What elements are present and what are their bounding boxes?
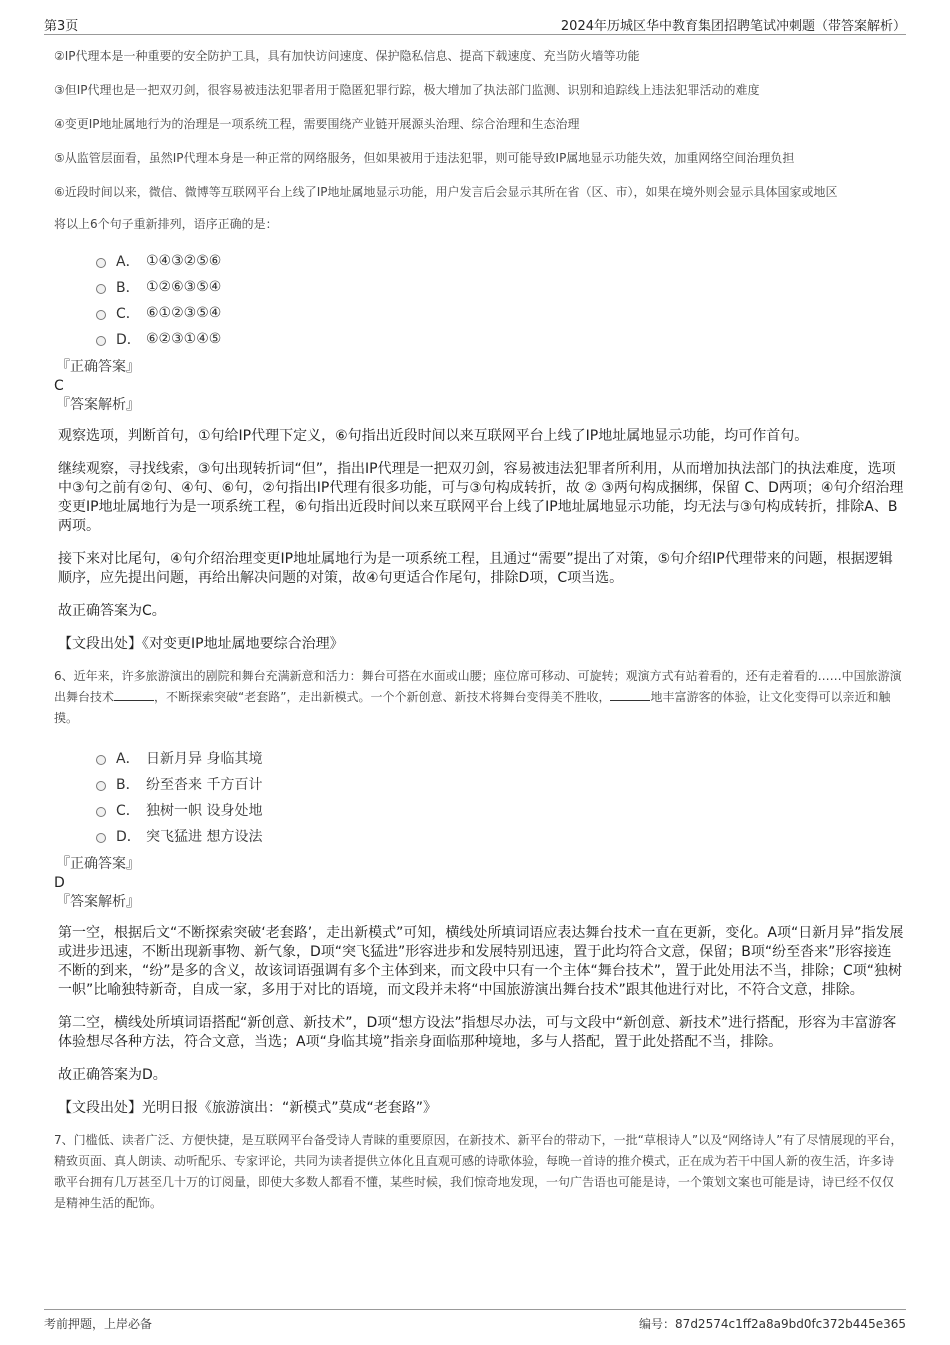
analysis-paragraph: 第一空，根据后文“不断探索突破‘老套路’，走出新模式”可知，横线处所填词语应表达舞台技术一直在更新，变化。A项“日新月异”指发展或进步迅速，不断出现新事物、新气象，D项“突飞猛进”形容进步和发展特别迅速，置于此均符合文意，保留；B项“纷至沓来”形容接连不断的到来，“纷”是多的含义，故该词语强调有多个主体到来，而文段中只有一个主体“舞台技术”，置于此处用法不当，排除；C项“独树一帜”比喻独特新奇，自成一家，多用于对比的语境，而文段并未将“中国旅游演出舞台技术”跟其他进行对比，不符合文意，排除。 xyxy=(58,925,904,998)
options-list xyxy=(54,745,904,849)
radio-icon[interactable] xyxy=(96,807,106,817)
answer-blank xyxy=(114,688,154,701)
option-text: ①②⑥③⑤④ xyxy=(146,279,222,295)
question-6 xyxy=(54,666,904,1118)
option-c[interactable] xyxy=(96,300,904,326)
option-text: ⑥①②③⑤④ xyxy=(146,305,222,321)
analysis-paragraph: 继续观察，寻找线索，③句出现转折词“但”，指出IP代理是一把双刃剑，容易被违法犯罪者所利用，从而增加执法部门的执法难度，选项中③句之前有②句、④句、⑥句，②句指出IP代理有很多功能，可与③句构成转折，故 ② ③两句构成捆绑，保留 C、D两项；④句介绍治理变更IP地址属地行为是一项系统工程，⑥句指出近段时间以来互联网平台上线了IP地址属地显示功能，均无法与③句构成转折，排除A、B两项。 xyxy=(58,461,904,534)
option-a[interactable] xyxy=(96,248,904,274)
question-stem: 7、门槛低、读者广泛、方便快捷，是互联网平台备受诗人青睐的重要原因，在新技术、新平台的带动下，一批“草根诗人”以及“网络诗人”有了尽情展现的平台，精致页面、真人朗读、动听配乐、专家评论，共同为读者提供立体化且直观可感的诗歌体验，每晚一首诗的推介模式，正在成为若干中国人新的夜生活，许多诗歌平台拥有几万甚至几十万的订阅量，即使大多数人都看不懂，某些时候，我们惊奇地发现，一句广告语也可能是诗，一个策划文案也可能是诗，诗已经不仅仅是精神生活的配饰。 xyxy=(54,1133,903,1210)
option-d[interactable] xyxy=(96,823,904,849)
option-text: 日新月异 身临其境 xyxy=(146,751,263,767)
option-text: ①④③②⑤⑥ xyxy=(146,253,222,269)
statement-6: ⑥近段时间以来，微信、微博等互联网平台上线了IP地址属地显示功能，用户发言后会显示其所在省（区、市），如果在境外则会显示具体国家或地区 xyxy=(54,185,838,199)
option-letter: D． xyxy=(116,829,141,845)
question-7 xyxy=(54,1130,904,1214)
statement-2: ②IP代理本是一种重要的安全防护工具，具有加快访问速度、保护隐私信息、提高下载速度、充当防火墙等功能 xyxy=(54,49,640,63)
option-letter: C． xyxy=(116,306,140,322)
option-letter: B． xyxy=(116,777,140,793)
analysis-paragraph: 接下来对比尾句，④句介绍治理变更IP地址属地行为是一项系统工程，且通过“需要”提出了对策，⑤句介绍IP代理带来的问题，根据逻辑顺序，应先提出问题，再给出解决问题的对策，故④句更适合作尾句，排除D项，C项当选。 xyxy=(58,551,893,586)
option-a[interactable] xyxy=(96,745,904,771)
correct-answer-label: 『正确答案』 xyxy=(56,359,140,375)
radio-icon[interactable] xyxy=(96,336,106,346)
code-label: 编号： xyxy=(639,1317,676,1331)
option-d[interactable] xyxy=(96,326,904,352)
footer-slogan: 考前押题，上岸必备 xyxy=(44,1317,153,1331)
options-list xyxy=(54,248,904,352)
option-text: 突飞猛进 想方设法 xyxy=(146,829,263,845)
option-letter: A． xyxy=(116,254,140,270)
page-header xyxy=(44,14,906,35)
stem-part: ，不断探索突破“老套路”，走出新模式。一个个新创意、新技术将舞台变得美不胜收， xyxy=(154,690,611,704)
question-5 xyxy=(54,46,904,654)
radio-icon[interactable] xyxy=(96,833,106,843)
page-number: 第3页 xyxy=(44,19,79,34)
question-prompt: 将以上6个句子重新排列，语序正确的是： xyxy=(54,217,278,231)
option-letter: B． xyxy=(116,280,140,296)
code-value: 87d2574c1ff2a8a9bd0fc372b445e365 xyxy=(675,1317,906,1331)
statement-4: ④变更IP地址属地行为的治理是一项系统工程，需要围绕产业链开展源头治理、综合治理和生态治理 xyxy=(54,117,580,131)
source-citation: 【文段出处】《对变更IP地址属地要综合治理》 xyxy=(58,636,344,652)
option-letter: C． xyxy=(116,803,140,819)
answer-blank xyxy=(610,688,650,701)
radio-icon[interactable] xyxy=(96,258,106,268)
correct-answer: C xyxy=(54,378,64,394)
option-text: ⑥②③①④⑤ xyxy=(146,331,222,347)
question-stem xyxy=(54,666,904,729)
radio-icon[interactable] xyxy=(96,781,106,791)
radio-icon[interactable] xyxy=(96,755,106,765)
option-letter: D． xyxy=(116,332,141,348)
analysis-paragraph: 第二空，横线处所填词语搭配“新创意、新技术”，D项“想方设法”指想尽办法，可与文段中“新创意、新技术”进行搭配，形容为丰富游客体验想尽各种方法，符合文意，当选；A项“身临其境”指亲身面临那种境地，多与人搭配，置于此处搭配不当，排除。 xyxy=(58,1015,897,1050)
correct-answer: D xyxy=(54,875,65,891)
analysis-conclusion: 故正确答案为D。 xyxy=(58,1067,167,1083)
correct-answer-label: 『正确答案』 xyxy=(56,856,140,872)
page-footer xyxy=(44,1309,906,1338)
radio-icon[interactable] xyxy=(96,310,106,320)
option-b[interactable] xyxy=(96,274,904,300)
document-code xyxy=(639,1315,906,1332)
stem-part: 6、近年来，许多旅游演出的剧院和舞台充满新意和活力：舞台可搭在水面或山腰；座位席可移动、可旋转；观演方式有站着看的，还有走着看的……中国旅游演出舞台技术 xyxy=(54,669,902,704)
radio-icon[interactable] xyxy=(96,284,106,294)
analysis-conclusion: 故正确答案为C。 xyxy=(58,603,166,619)
stem-part: 地丰富游客的体验，让文化变得可以亲近和触摸。 xyxy=(54,690,891,725)
source-citation: 【文段出处】光明日报《旅游演出：“新模式”莫成“老套路”》 xyxy=(58,1100,438,1116)
option-text: 独树一帜 设身处地 xyxy=(146,803,263,819)
option-letter: A． xyxy=(116,751,140,767)
statement-5: ⑤从监管层面看，虽然IP代理本身是一种正常的网络服务，但如果被用于违法犯罪，则可能导致IP属地显示功能失效，加重网络空间治理负担 xyxy=(54,151,795,165)
analysis-paragraph: 观察选项，判断首句，①句给IP代理下定义，⑥句指出近段时间以来互联网平台上线了IP地址属地显示功能，均可作首句。 xyxy=(58,428,809,444)
content xyxy=(54,40,904,1214)
option-c[interactable] xyxy=(96,797,904,823)
option-text: 纷至沓来 千方百计 xyxy=(146,777,263,793)
option-b[interactable] xyxy=(96,771,904,797)
document-title: 2024年历城区华中教育集团招聘笔试冲刺题（带答案解析） xyxy=(560,19,906,34)
analysis-label: 『答案解析』 xyxy=(56,894,140,910)
analysis-label: 『答案解析』 xyxy=(56,397,140,413)
statement-3: ③但IP代理也是一把双刃剑，很容易被违法犯罪者用于隐匿犯罪行踪，极大增加了执法部门监测、识别和追踪线上违法犯罪活动的难度 xyxy=(54,83,760,97)
